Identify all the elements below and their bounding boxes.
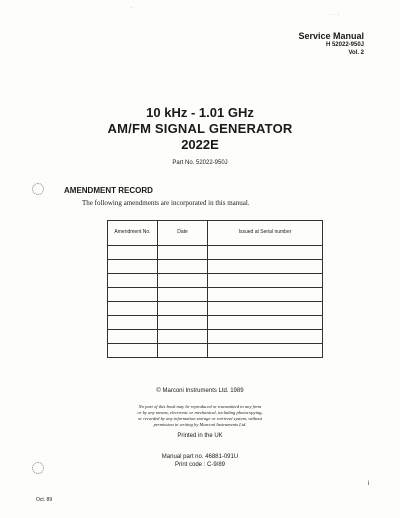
part-number: Part No. 52022-950J [172,160,228,166]
table-cell [108,288,158,302]
legal-line: No part of this book may be reproduced or transmitted in any form [138,404,262,409]
amendment-intro: The following amendments are incorporated in this manual. [82,199,250,207]
table-cell [158,260,208,274]
header-volume: Vol. 2 [348,50,364,56]
manual-part-number: Manual part no. 46881-091U [161,454,239,460]
table-cell [108,274,158,288]
table-row [108,302,323,316]
header-part-ref: H 52022-950J [325,42,364,48]
table-cell [208,302,323,316]
table-cell [108,302,158,316]
legal-notice [0,404,400,428]
legal-line: or by any means, electronic or mechanical, including photocopying, [137,409,263,415]
amendment-table-header [108,221,323,246]
table-row [108,260,323,274]
table-row [108,274,323,288]
table-cell [108,330,158,344]
table-cell [158,288,208,302]
printed-in: Printed in the UK [177,433,223,439]
column-header-amendment-no: Amendment No. [108,221,158,246]
legal-line: or recorded by any information storage or retrieval system, without [137,415,263,421]
table-cell [108,316,158,330]
table-cell [158,274,208,288]
table-cell [208,330,323,344]
manual-part-block [0,454,400,469]
punch-hole-mark [32,462,44,474]
amendment-heading: AMENDMENT RECORD [64,186,153,195]
title-product-type: AM/FM SIGNAL GENERATOR [107,121,293,136]
table-row [108,344,323,358]
amendment-table [107,220,323,358]
title-frequency-range: 10 kHz - 1.01 GHz [146,105,254,120]
table-cell [158,302,208,316]
table-row [108,288,323,302]
table-cell [108,246,158,260]
scan-speck: · · · [330,12,340,18]
copyright-notice: © Marconi Instruments Ltd. 1989 [156,388,244,394]
table-cell [208,246,323,260]
page-number: i [368,481,370,487]
table-row [108,246,323,260]
table-cell [108,260,158,274]
column-header-date: Date [158,221,208,246]
table-row [108,330,323,344]
title-model-number: 2022E [181,137,219,152]
table-cell [208,316,323,330]
table-cell [208,274,323,288]
scan-speck: · [130,5,132,11]
table-row [108,316,323,330]
table-cell [158,316,208,330]
table-cell [158,330,208,344]
table-cell [208,344,323,358]
table-cell [208,288,323,302]
legal-line: permission in writing by Marconi Instruments Ltd. [153,421,247,427]
header-title: Service Manual [298,31,364,41]
footer-date: Oct. 89 [36,497,53,503]
table-cell [158,344,208,358]
punch-hole-mark [32,183,44,195]
table-cell [208,260,323,274]
table-cell [108,344,158,358]
table-cell [158,246,208,260]
column-header-serial-number: Issued at Serial number [208,221,323,246]
print-code: Print code : C-9/89 [174,461,226,468]
